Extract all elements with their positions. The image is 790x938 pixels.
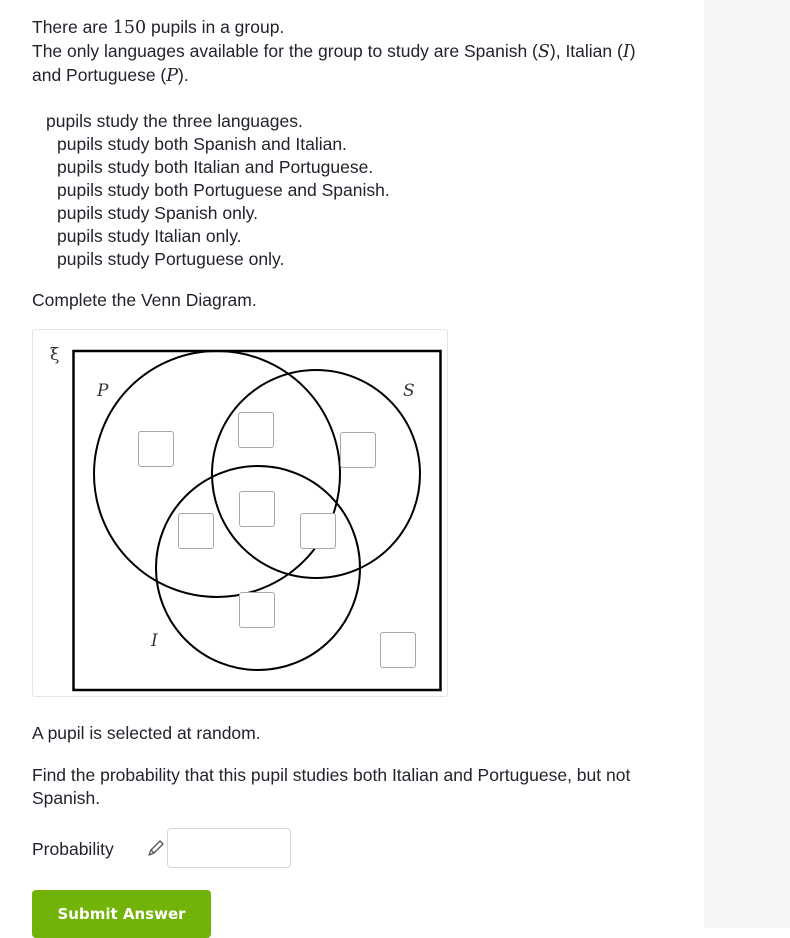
probability-label: Probability (32, 838, 114, 859)
venn-input-p-and-i[interactable] (178, 513, 214, 549)
venn-input-p-only[interactable] (138, 431, 174, 467)
venn-input-s-only[interactable] (340, 432, 376, 468)
venn-input-all-three[interactable] (239, 491, 275, 527)
label-i: I (151, 631, 158, 651)
label-s: S (403, 381, 415, 401)
right-side-panel (704, 0, 790, 928)
venn-input-i-only[interactable] (239, 592, 275, 628)
facts-list (32, 110, 692, 271)
fact-item: pupils study both Spanish and Italian. (57, 134, 347, 154)
fact-item: pupils study both Portuguese and Spanish. (57, 180, 390, 200)
fact-item: pupils study Spanish only. (57, 203, 259, 223)
find-text: Find the probability that this pupil studies both Italian and Portuguese, but not Spanish. (32, 765, 631, 808)
selected-text: A pupil is selected at random. (32, 723, 261, 743)
venn-input-outside[interactable] (380, 632, 416, 668)
intro-line-2: The only languages available for the group to study are Spanish (S), Italian (I) (32, 41, 636, 62)
label-p: P (97, 381, 109, 401)
probability-row (32, 828, 114, 870)
venn-input-p-and-s[interactable] (238, 412, 274, 448)
pencil-icon (145, 837, 167, 859)
fact-item: pupils study the three languages. (46, 111, 303, 131)
fact-item: pupils study Portuguese only. (57, 249, 285, 269)
intro-line-3: and Portuguese (P). (32, 65, 189, 86)
venn-diagram (32, 329, 448, 697)
question-content (32, 16, 692, 312)
fact-item: pupils study both Italian and Portuguese. (57, 157, 374, 177)
submit-answer-button[interactable]: Submit Answer (32, 890, 211, 938)
intro-line-1: There are 150 pupils in a group. (32, 17, 285, 38)
probability-input[interactable] (167, 828, 291, 868)
universal-symbol: ξ (50, 345, 60, 365)
venn-input-s-and-i[interactable] (300, 513, 336, 549)
instruction: Complete the Venn Diagram. (32, 290, 257, 310)
fact-item: pupils study Italian only. (57, 226, 242, 246)
